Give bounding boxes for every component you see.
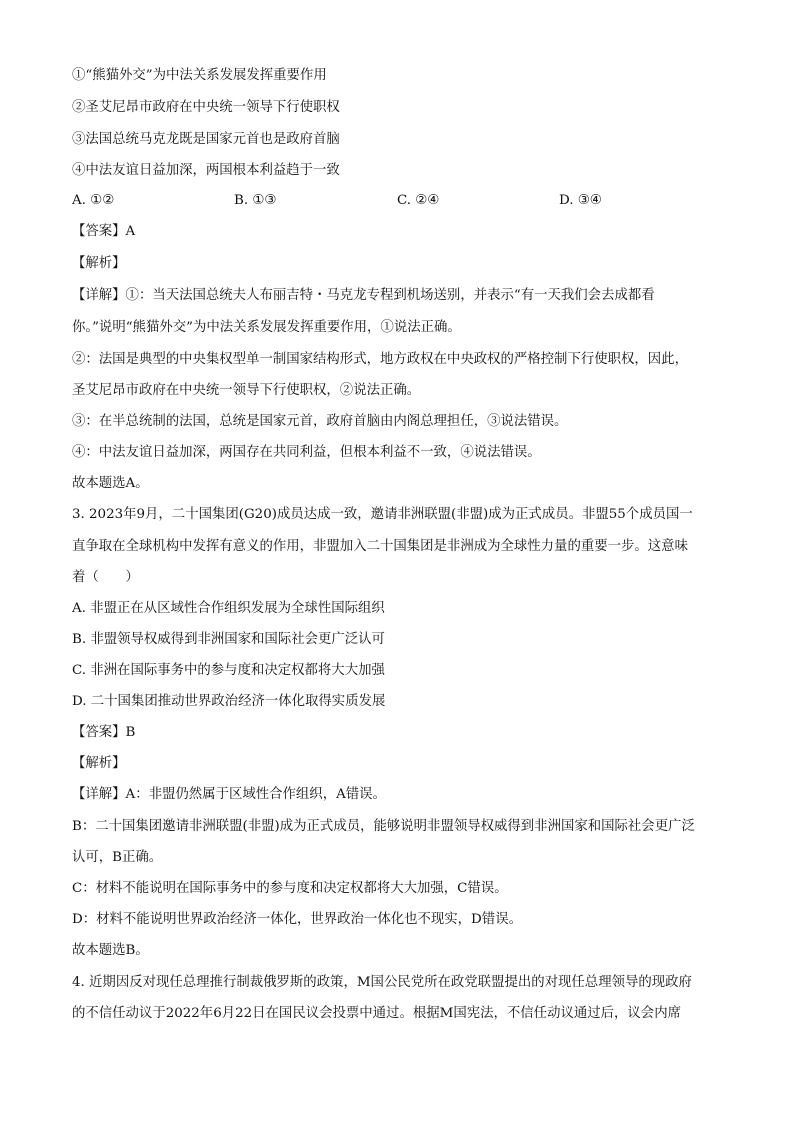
q2-detail-line-1: 【详解】①：当天法国总统夫人布丽吉特・马克龙专程到机场送别，并表示“有一天我们会去成都看 [72,288,655,303]
q3-detail-line-2: B：二十国集团邀请非洲联盟(非盟)成为正式成员，能够说明非盟领导权威得到非洲国家和国际社会更广泛 [72,819,695,834]
q2-detail-line-5: ③：在半总统制的法国，总统是国家元首，政府首脑由内阁总理担任，③说法错误。 [72,414,568,429]
q2-conclusion: 故本题选A。 [72,476,149,491]
q3-stem-line-3: 着（ ） [72,570,139,585]
q3-detail-line-4: C：材料不能说明在国际事务中的参与度和决定权都将大大加强，C错误。 [72,881,508,896]
q2-analysis-label: 【解析】 [72,256,126,271]
q2-option-d: D. ③④ [559,193,602,208]
q3-detail-line-5: D：材料不能说明世界政治经济一体化，世界政治一体化也不现实，D错误。 [72,912,522,927]
q2-detail-line-2: 你。”说明“熊猫外交”为中法关系发展发挥重要作用，①说法正确。 [72,320,461,335]
q2-option-c: C. ②④ [397,193,440,208]
q2-options [72,193,722,209]
q3-conclusion: 故本题选B。 [72,943,149,958]
q4-stem-line-1: 4. 近期因反对现任总理推行制裁俄罗斯的政策，M国公民党所在政党联盟提出的对现任总理领导的现政府 [72,975,692,990]
q2-answer: 【答案】A [72,224,136,239]
q3-stem-line-1: 3. 2023年9月，二十国集团(G20)成员达成一致，邀请非洲联盟(非盟)成为正式成员。非盟55个成员国一 [72,507,693,522]
q2-detail-line-3: ②：法国是典型的中央集权型单一制国家结构形式，地方政权在中央政权的严格控制下行使职权，因此， [72,352,688,367]
statement-3: ③法国总统马克龙既是国家元首也是政府首脑 [72,132,340,147]
q3-detail-line-1: 【详解】A：非盟仍然属于区域性合作组织，A错误。 [72,787,386,802]
q4-stem-line-2: 的不信任动议于2022年6月22日在国民议会投票中通过。根据M国宪法，不信任动议通过后，议会内席 [72,1006,681,1021]
q2-detail-line-4: 圣艾尼昂市政府在中央统一领导下行使职权，②说法正确。 [72,383,421,398]
q3-option-b: B. 非盟领导权威得到非洲国家和国际社会更广泛认可 [72,632,385,647]
q2-option-b: B. ①③ [234,193,277,208]
q3-option-c: C. 非洲在国际事务中的参与度和决定权都将大大加强 [72,663,385,678]
statement-2: ②圣艾尼昂市政府在中央统一领导下行使职权 [72,100,340,115]
q3-detail-line-3: 认可，B正确。 [72,850,163,865]
q3-answer: 【答案】B [72,725,136,740]
q3-stem-line-2: 直争取在全球机构中发挥有意义的作用，非盟加入二十国集团是非洲成为全球性力量的重要一步。这意味 [72,539,688,554]
q2-detail-line-6: ④：中法友谊日益加深，两国存在共同利益，但根本利益不一致，④说法错误。 [72,445,541,460]
statement-1: ①“熊猫外交”为中法关系发展发挥重要作用 [72,68,327,83]
q3-option-d: D. 二十国集团推动世界政治经济一体化取得实质发展 [72,694,386,709]
q3-option-a: A. 非盟正在从区域性合作组织发展为全球性国际组织 [72,601,385,616]
statement-4: ④中法友谊日益加深，两国根本利益趋于一致 [72,163,340,178]
q2-option-a: A. ①② [72,193,115,208]
q3-analysis-label: 【解析】 [72,756,126,771]
